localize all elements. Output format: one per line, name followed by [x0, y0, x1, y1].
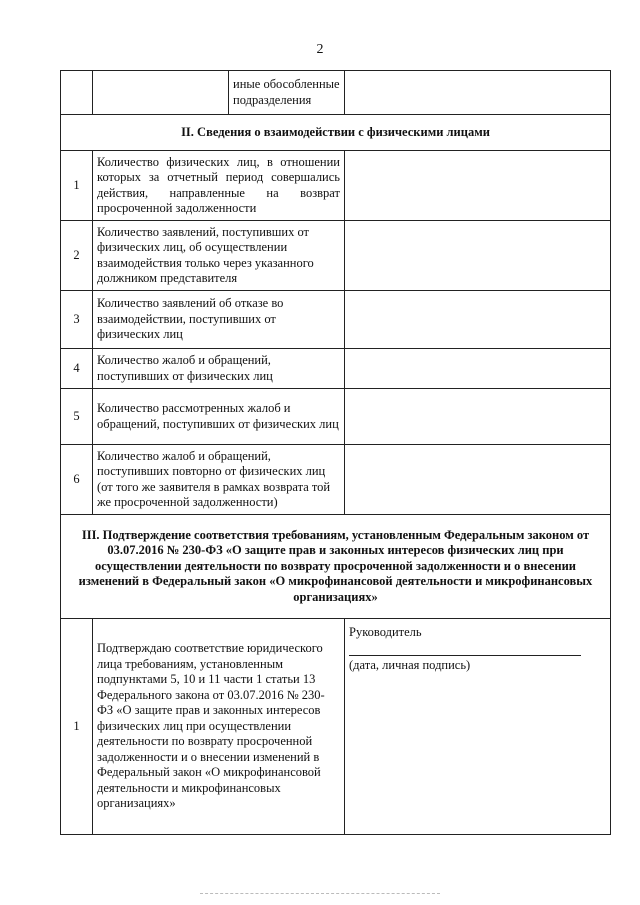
confirmation-text: Подтверждаю соответствие юридического лица требованиям, установленным подпунктами 5, 10 и 11 части 1 статьи 13 Федерального закона от 03.07.2016 № 230-ФЗ «О защите прав и законных интересов физических лиц при осуществлении деятельности по возврату просроченной задолженности и о внесении изменений в Федеральный закон «О микрофинансовой деятельности и микрофинансовых организациях»: [93, 619, 345, 835]
row-label: Количество рассмотренных жалоб и обращений, поступивших от физических лиц: [93, 389, 345, 445]
row-number: 1: [61, 151, 93, 221]
row-number: 1: [61, 619, 93, 835]
row-number-cell: [61, 71, 93, 115]
table-row: [61, 445, 611, 515]
table-row: [61, 221, 611, 291]
subdivisions-row: [61, 71, 611, 115]
table-row: [61, 349, 611, 389]
table-row: [61, 151, 611, 221]
signer-label: Руководитель: [349, 625, 422, 639]
value-cell[interactable]: [345, 151, 611, 221]
row-number: 4: [61, 349, 93, 389]
value-cell[interactable]: [345, 445, 611, 515]
row-label: Количество жалоб и обращений, поступивших повторно от физических лиц (от того же заявителя в рамках возврата той же просроченной задолженности): [93, 445, 345, 515]
value-cell[interactable]: [345, 221, 611, 291]
signature-caption: (дата, личная подпись): [349, 657, 471, 672]
value-cell[interactable]: [345, 349, 611, 389]
scan-edge-divider: [200, 893, 440, 897]
row-number: 5: [61, 389, 93, 445]
empty-cell: [93, 71, 229, 115]
row-number: 2: [61, 221, 93, 291]
section-2-header: [61, 115, 611, 151]
subdivisions-label: иные обособленные подразделения: [229, 71, 345, 115]
value-cell[interactable]: [345, 389, 611, 445]
section-3-title: III. Подтверждение соответствия требованиям, установленным Федеральным законом от 03.07.2016 № 230-ФЗ «О защите прав и законных интересов физических лиц при осуществлении деятельности по возврату просроченной задолженности и о внесении изменений в Федеральный закон «О микрофинансовой деятельности и микрофинансовых организациях»: [61, 515, 611, 619]
signature-cell[interactable]: [345, 619, 611, 835]
row-label: Количество физических лиц, в отношении которых за отчетный период совершались действия, направленные на возврат просроченной задолженности: [93, 151, 345, 221]
row-number: 3: [61, 291, 93, 349]
page-number: 2: [316, 42, 324, 57]
table-row: [61, 389, 611, 445]
confirmation-row: [61, 619, 611, 835]
value-cell[interactable]: [345, 291, 611, 349]
row-label: Количество жалоб и обращений, поступивших от физических лиц: [93, 349, 345, 389]
row-label: Количество заявлений, поступивших от физических лиц, об осуществлении взаимодействия только через указанного должником представителя: [93, 221, 345, 291]
report-form-table: [60, 70, 611, 835]
row-number: 6: [61, 445, 93, 515]
section-2-title: II. Сведения о взаимодействии с физическими лицами: [61, 115, 611, 151]
value-cell[interactable]: [345, 71, 611, 115]
table-row: [61, 291, 611, 349]
row-label: Количество заявлений об отказе во взаимодействии, поступивших от физических лиц: [93, 291, 345, 349]
signature-line[interactable]: [349, 641, 581, 656]
section-3-header: [61, 515, 611, 619]
